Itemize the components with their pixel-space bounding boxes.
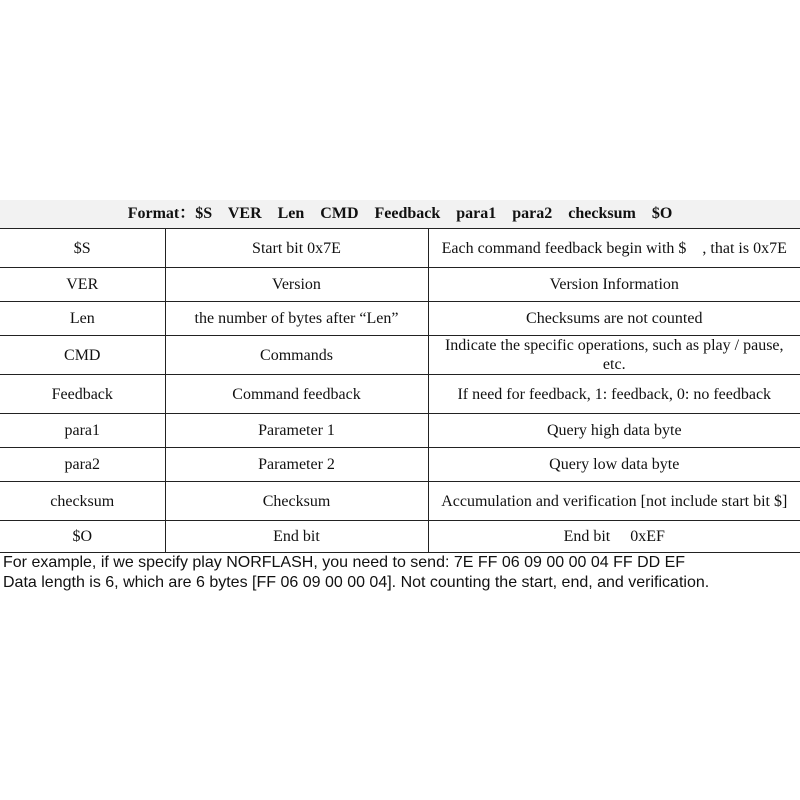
description-cell: End bit 0xEF: [428, 521, 800, 553]
table-row: [0, 448, 800, 482]
description-cell: Version Information: [428, 268, 800, 302]
description-cell: Accumulation and verification [not include start bit $]: [428, 482, 800, 521]
description-cell: Query high data byte: [428, 414, 800, 448]
description-cell: Checksums are not counted: [428, 302, 800, 336]
meaning-cell: Parameter 1: [165, 414, 428, 448]
table-row: [0, 229, 800, 268]
field-cell: Len: [0, 302, 165, 336]
field-cell: $S: [0, 229, 165, 268]
example-notes: [0, 553, 800, 593]
table-row: [0, 414, 800, 448]
meaning-cell: End bit: [165, 521, 428, 553]
meaning-cell: Parameter 2: [165, 448, 428, 482]
table-row: [0, 521, 800, 553]
format-header: Format：$S VER Len CMD Feedback para1 para2 checksum $O: [0, 200, 800, 229]
field-cell: para1: [0, 414, 165, 448]
description-cell: If need for feedback, 1: feedback, 0: no feedback: [428, 375, 800, 414]
meaning-cell: Commands: [165, 336, 428, 375]
field-cell: Feedback: [0, 375, 165, 414]
meaning-cell: the number of bytes after “Len”: [165, 302, 428, 336]
meaning-cell: Checksum: [165, 482, 428, 521]
description-cell: Indicate the specific operations, such as play / pause, etc.: [428, 336, 800, 375]
example-line: For example, if we specify play NORFLASH, you need to send: 7E FF 06 09 00 00 04 FF DD EF: [3, 554, 686, 571]
field-cell: $O: [0, 521, 165, 553]
table-row: [0, 268, 800, 302]
protocol-table: [0, 229, 800, 553]
field-cell: para2: [0, 448, 165, 482]
protocol-document: [0, 200, 800, 593]
data-length-line: Data length is 6, which are 6 bytes [FF 06 09 00 00 04]. Not counting the start, end, and verification.: [3, 574, 710, 591]
meaning-cell: Version: [165, 268, 428, 302]
field-cell: checksum: [0, 482, 165, 521]
field-cell: CMD: [0, 336, 165, 375]
meaning-cell: Start bit 0x7E: [165, 229, 428, 268]
table-row: [0, 375, 800, 414]
table-row: [0, 336, 800, 375]
description-cell: Query low data byte: [428, 448, 800, 482]
meaning-cell: Command feedback: [165, 375, 428, 414]
table-row: [0, 302, 800, 336]
table-row: [0, 482, 800, 521]
field-cell: VER: [0, 268, 165, 302]
description-cell: Each command feedback begin with $ , that is 0x7E: [428, 229, 800, 268]
